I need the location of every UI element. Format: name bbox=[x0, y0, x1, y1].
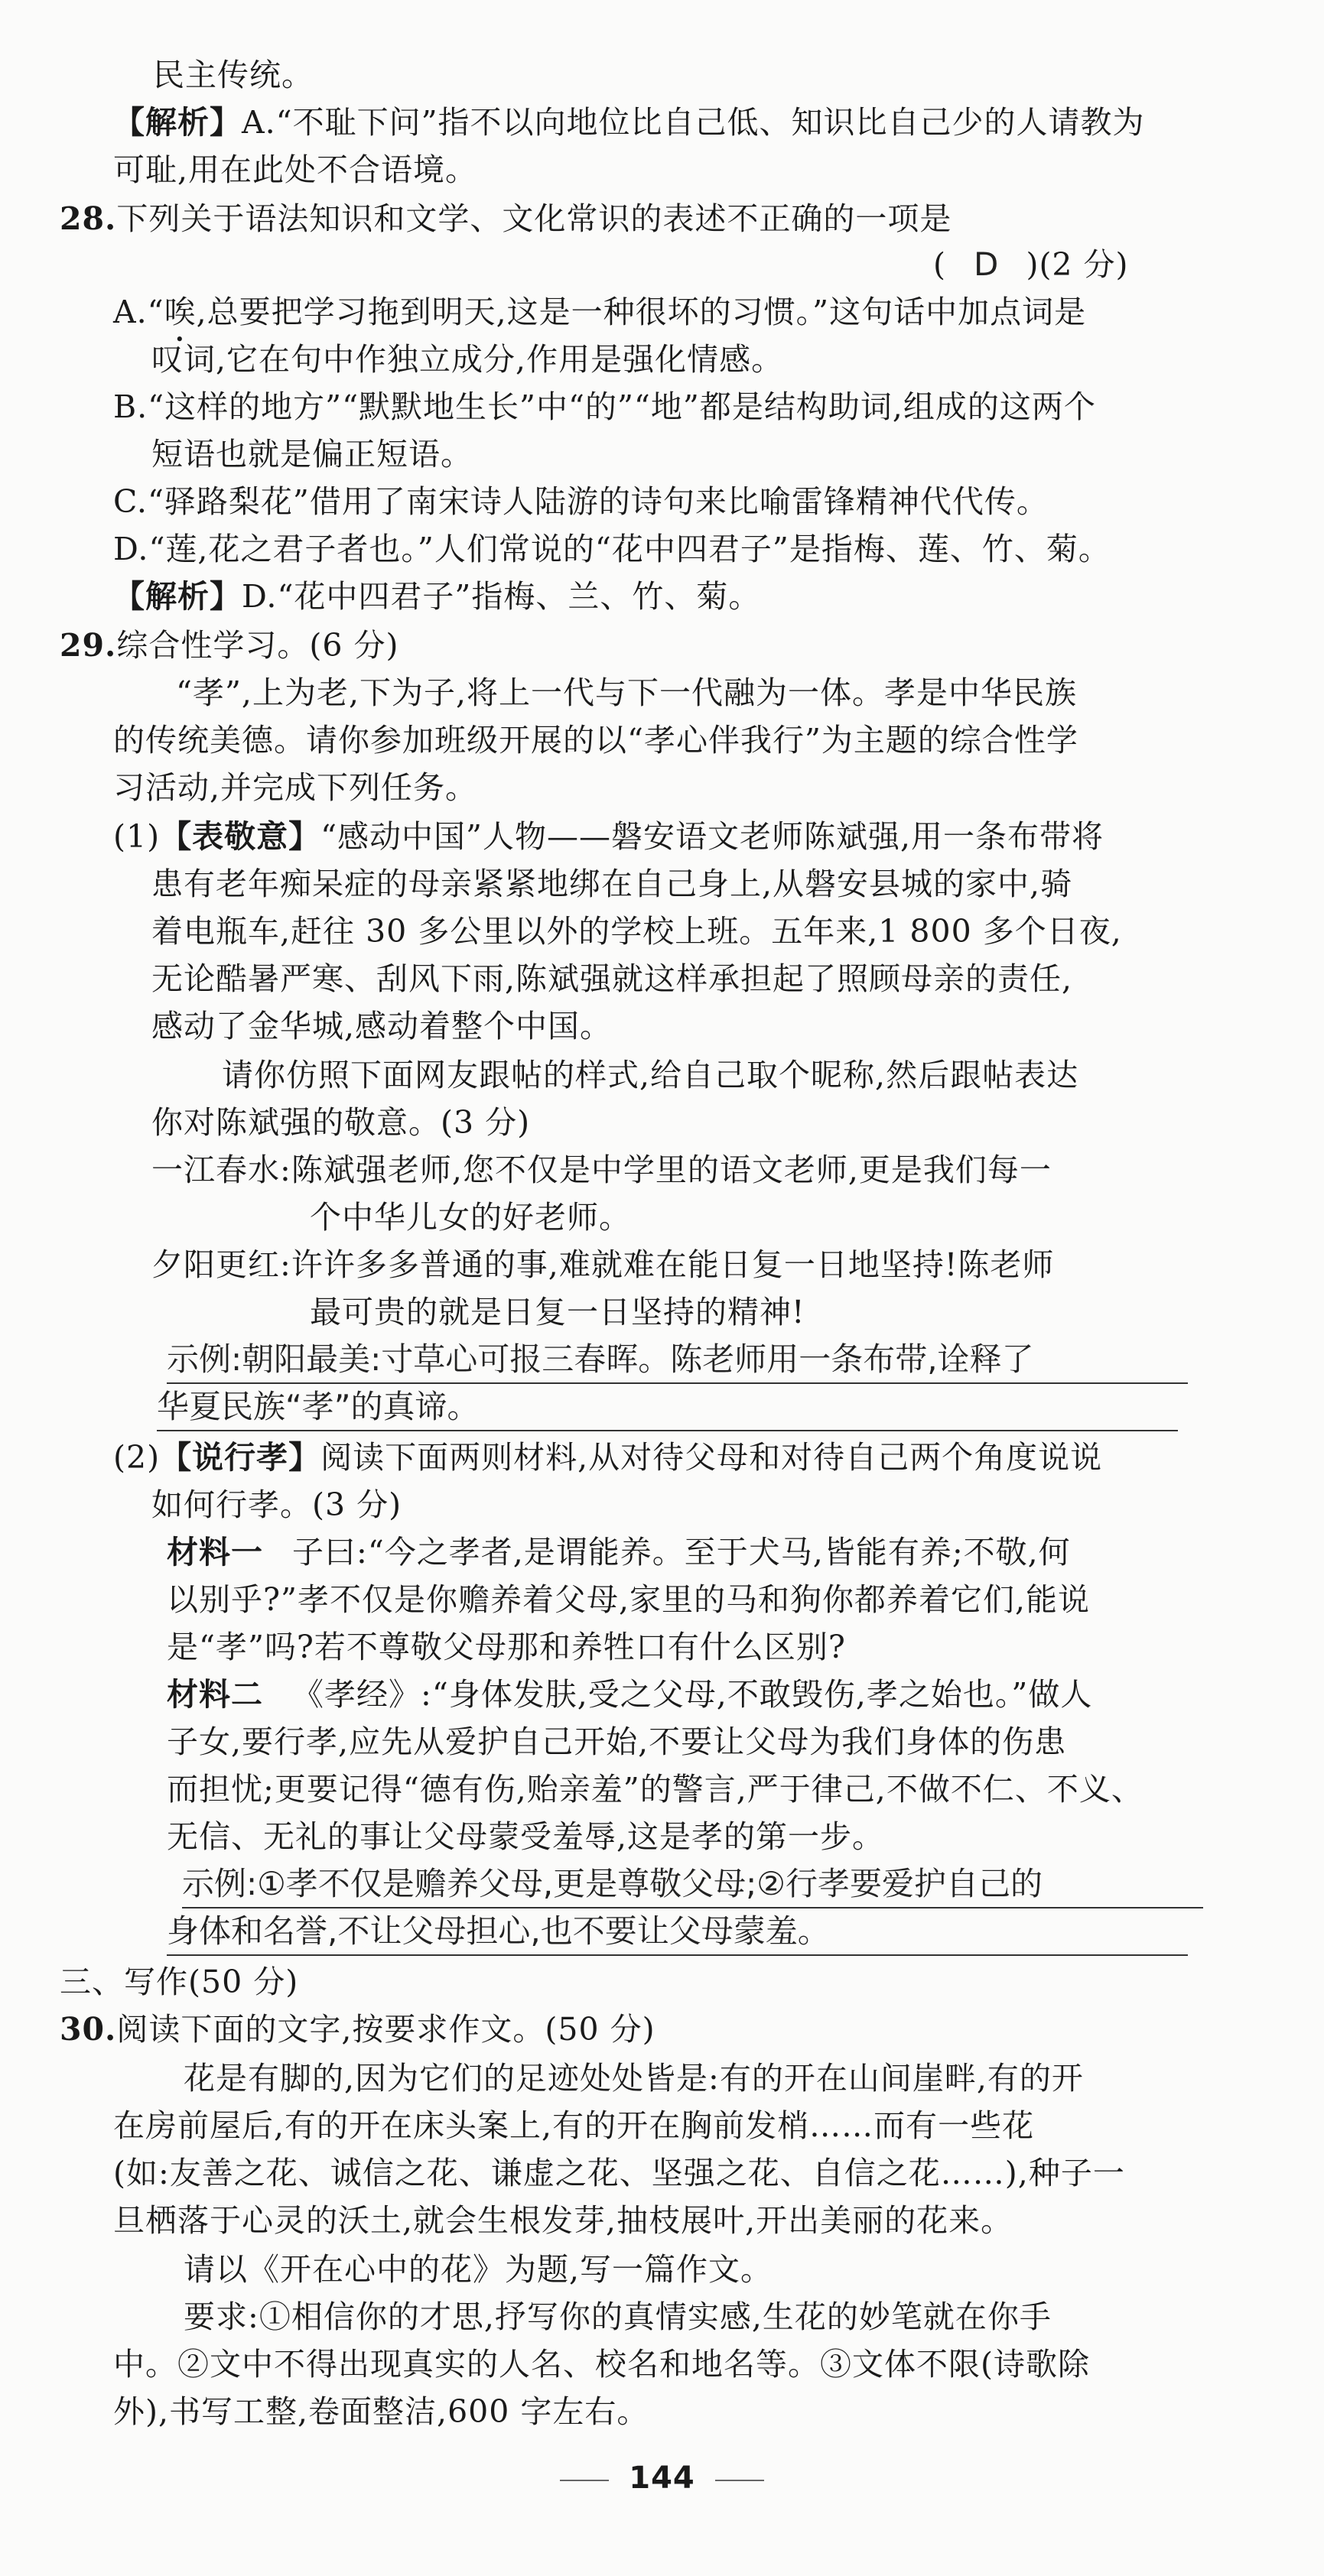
text-line: 你对陈斌强的敬意。(3 分) bbox=[151, 1104, 531, 1141]
analysis-label: 【解析】 bbox=[113, 578, 242, 615]
handwritten-answer: 身体和名誉,不让父母担心,也不要让父母蒙羞。 bbox=[167, 1908, 1188, 1956]
text-line: 是“孝”吗?若不尊敬父母那和养牲口有什么区别? bbox=[167, 1629, 846, 1665]
option-b: B.“这样的地方”“默默地生长”中“的”“地”都是结构助词,组成的这两个 bbox=[113, 388, 1096, 425]
text-line: 要求:①相信你的才思,抒写你的真情实感,生花的妙笔就在你手 bbox=[184, 2298, 1052, 2335]
question-title: 阅读下面的文字,按要求作文。(50 分) bbox=[116, 2011, 655, 2048]
analysis-text: A.“不耻下问”指不以向地位比自己低、知识比自己少的人请教为 bbox=[242, 104, 1145, 141]
example-post: 夕阳更红:许许多多普通的事,难就难在能日复一日地坚持!陈老师 bbox=[151, 1246, 1055, 1283]
option-d: D.“莲,花之君子者也。”人们常说的“花中四君子”是指梅、莲、竹、菊。 bbox=[113, 531, 1111, 567]
text-line: “孝”,上为老,下为子,将上一代与下一代融为一体。孝是中华民族 bbox=[176, 674, 1078, 711]
text-line: 无信、无礼的事让父母蒙受羞辱,这是孝的第一步。 bbox=[167, 1818, 885, 1855]
question-number: 28. bbox=[60, 200, 117, 237]
handwritten-answer: 示例:朝阳最美:寸草心可报三春晖。陈老师用一条布带,诠释了 bbox=[167, 1337, 1188, 1384]
page-footer bbox=[0, 2454, 1324, 2501]
dotted-word: 唉 bbox=[164, 294, 197, 330]
option-a: A.“唉,总要把学习拖到明天,这是一种很坏的习惯。”这句话中加点词是 bbox=[113, 294, 1087, 330]
text-line: 无论酷暑严寒、刮风下雨,陈斌强就这样承担起了照顾母亲的责任, bbox=[151, 960, 1073, 997]
text-line: 着电瓶车,赶往 30 多公里以外的学校上班。五年来,1 800 多个日夜, bbox=[151, 913, 1122, 950]
subquestion-tag: 【表敬意】 bbox=[160, 818, 321, 855]
material-1: 材料一 子曰:“今之孝者,是谓能养。至于犬马,皆能有养;不敬,何 bbox=[167, 1534, 1071, 1571]
question-title: 综合性学习。(6 分) bbox=[116, 627, 399, 664]
text-line: 习活动,并完成下列任务。 bbox=[113, 769, 478, 806]
text-line: 的传统美德。请你参加班级开展的以“孝心伴我行”为主题的综合性学 bbox=[113, 722, 1078, 759]
text-line: 中。②文中不得出现真实的人名、校名和地名等。③文体不限(诗歌除 bbox=[113, 2346, 1090, 2383]
handwritten-answer: 示例:①孝不仅是赡养父母,更是尊敬父母;②行孝要爱护自己的 bbox=[182, 1861, 1203, 1908]
example-post-cont: 个中华儿女的好老师。 bbox=[310, 1199, 631, 1236]
material-label: 材料一 bbox=[167, 1534, 263, 1571]
answer-letter: D bbox=[974, 245, 999, 283]
text-line: 以别乎?”孝不仅是你赡养着父母,家里的马和狗你都养着它们,能说 bbox=[167, 1581, 1091, 1618]
analysis-line bbox=[113, 99, 1145, 145]
question-29 bbox=[60, 622, 399, 668]
example-post: 一江春水:陈斌强老师,您不仅是中学里的语文老师,更是我们每一 bbox=[151, 1152, 1052, 1188]
option-a-cont: 叹词,它在句中作独立成分,作用是强化情感。 bbox=[151, 341, 784, 378]
question-30 bbox=[60, 2006, 655, 2052]
text-line: 患有老年痴呆症的母亲紧紧地绑在自己身上,从磐安县城的家中,骑 bbox=[151, 866, 1073, 902]
text-line: 请以《开在心中的花》为题,写一篇作文。 bbox=[184, 2251, 773, 2288]
analysis-line bbox=[113, 573, 760, 619]
option-c: C.“驿路梨花”借用了南宋诗人陆游的诗句来比喻雷锋精神代代传。 bbox=[113, 483, 1049, 520]
page-number: 144 bbox=[629, 2461, 695, 2496]
text-line: (如:友善之花、诚信之花、谦虚之花、坚强之花、自信之花……),种子一 bbox=[113, 2155, 1125, 2191]
footer-rule bbox=[715, 2480, 764, 2481]
answer-bracket: ( D )(2 分) bbox=[933, 245, 1129, 283]
material-2: 材料二 《孝经》:“身体发肤,受之父母,不敢毁伤,孝之始也。”做人 bbox=[167, 1676, 1093, 1713]
analysis-line: 可耻,用在此处不合语境。 bbox=[113, 151, 478, 188]
analysis-label: 【解析】 bbox=[113, 104, 242, 141]
subquestion-1: (1)【表敬意】“感动中国”人物——磐安语文老师陈斌强,用一条布带将 bbox=[113, 818, 1104, 855]
text-line: 如何行孝。(3 分) bbox=[151, 1486, 402, 1523]
example-post-cont: 最可贵的就是日复一日坚持的精神! bbox=[310, 1294, 805, 1330]
option-b-cont: 短语也就是偏正短语。 bbox=[151, 436, 473, 473]
text-line: 请你仿照下面网友跟帖的样式,给自己取个昵称,然后跟帖表达 bbox=[222, 1057, 1079, 1093]
section-title: 三、写作(50 分) bbox=[60, 1964, 299, 2000]
subquestion-tag: 【说行孝】 bbox=[160, 1439, 321, 1476]
text-line: 花是有脚的,因为它们的足迹处处皆是:有的开在山间崖畔,有的开 bbox=[184, 2060, 1084, 2097]
question-number: 30. bbox=[60, 2011, 117, 2048]
text-line: 旦栖落于心灵的沃土,就会生根发芽,抽枝展叶,开出美丽的花来。 bbox=[113, 2202, 1013, 2239]
handwritten-answer: 华夏民族“孝”的真谛。 bbox=[157, 1384, 1178, 1431]
question-number: 29. bbox=[60, 627, 117, 664]
question-stem: 下列关于语法知识和文学、文化常识的表述不正确的一项是 bbox=[116, 200, 952, 237]
analysis-text: D.“花中四君子”指梅、兰、竹、菊。 bbox=[242, 578, 761, 615]
material-label: 材料二 bbox=[167, 1676, 263, 1713]
subquestion-2: (2)【说行孝】阅读下面两则材料,从对待父母和对待自己两个角度说说 bbox=[113, 1439, 1103, 1476]
footer-rule bbox=[560, 2480, 609, 2481]
text-line: 在房前屋后,有的开在床头案上,有的开在胸前发梢……而有一些花 bbox=[113, 2107, 1035, 2144]
text-line: 感动了金华城,感动着整个中国。 bbox=[151, 1008, 613, 1044]
text-line: 而担忧;更要记得“德有伤,贻亲羞”的警言,严于律己,不做不仁、不义、 bbox=[167, 1771, 1143, 1808]
text-line: 民主传统。 bbox=[153, 57, 314, 93]
question-28 bbox=[60, 196, 952, 242]
text-line: 外),书写工整,卷面整洁,600 字左右。 bbox=[113, 2393, 649, 2430]
text-line: 子女,要行孝,应先从爱护自己开始,不要让父母为我们身体的伤患 bbox=[167, 1723, 1067, 1760]
score: (2 分) bbox=[1039, 246, 1129, 283]
